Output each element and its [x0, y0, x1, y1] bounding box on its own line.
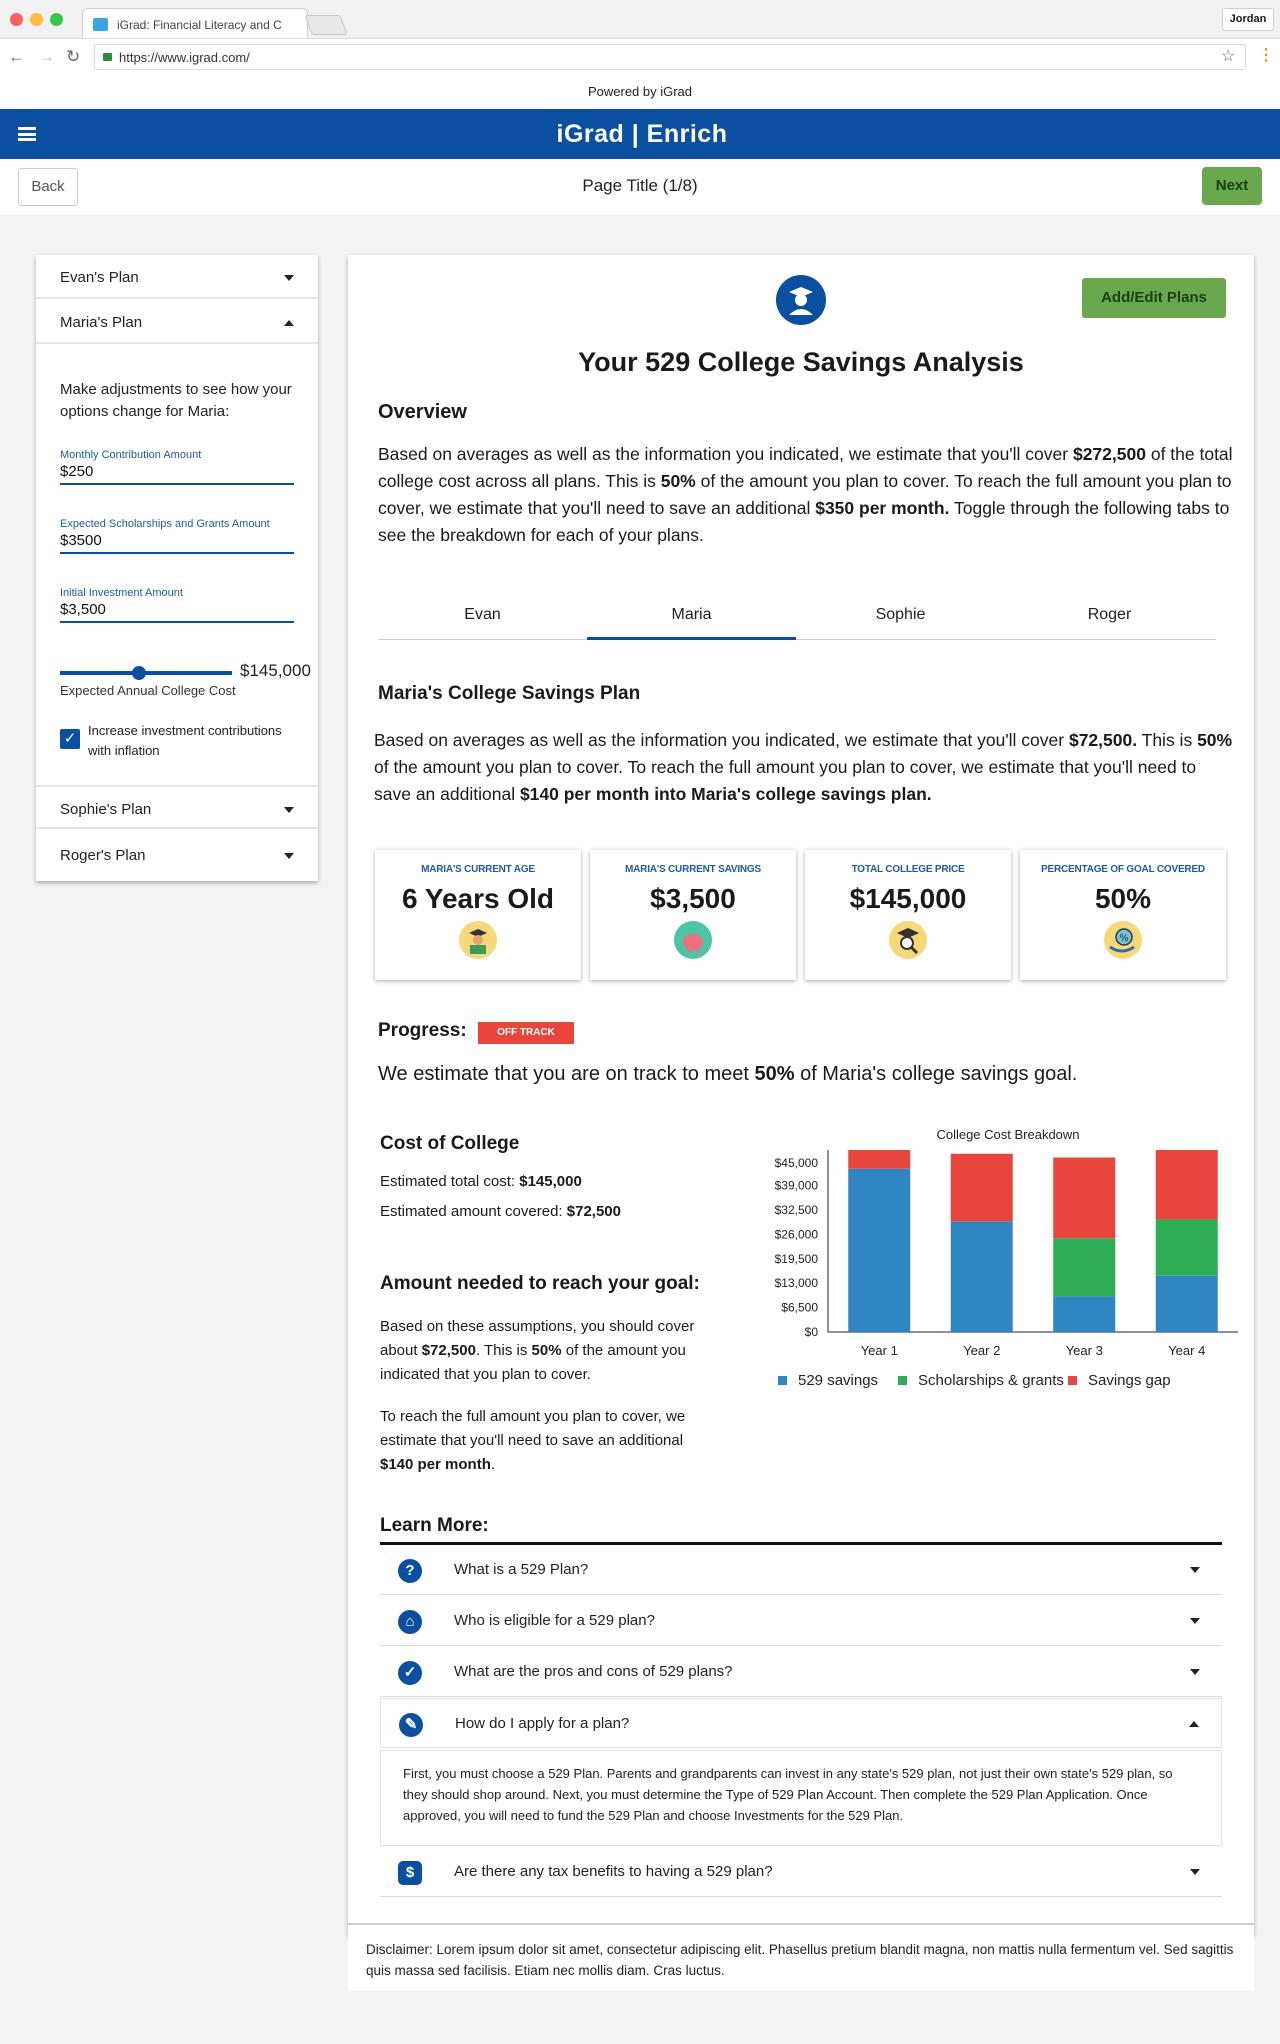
disclaimer: Disclaimer: Lorem ipsum dolor sit amet, consectetur adipiscing elit. Phasellus pretium blandit magna, non mattis nulla fermentum vel. Sed sagittis quis massa sed facilisis. Etiam nec mollis diam. Cras luctus. [348, 1923, 1254, 1991]
bookmark-star-icon[interactable]: ☆ [1221, 48, 1236, 65]
new-tab-button[interactable] [304, 15, 347, 35]
faq-question: What is a 529 Plan? [454, 1561, 589, 1578]
bar-segment [1053, 1238, 1115, 1296]
card-label: TOTAL COLLEGE PRICE [851, 864, 965, 875]
bar-segment [1156, 1219, 1218, 1275]
chevron-down-icon [1190, 1869, 1200, 1875]
progress-text: We estimate that you are on track to meet 50% of Maria's college savings goal. [378, 1063, 1078, 1085]
card-value: 6 Years Old [401, 883, 555, 914]
edit-document-icon: ✎ [399, 1713, 423, 1737]
bar-segment [1156, 1276, 1218, 1332]
sidebar-item-label: Roger's Plan [60, 847, 146, 864]
bar-segment [1053, 1296, 1115, 1332]
graduation-cap-icon: ⌂ [398, 1610, 422, 1634]
sidebar-item-maria[interactable] [36, 300, 318, 344]
sidebar-item-sophie[interactable] [36, 785, 318, 829]
sidebar-item-label: Maria's Plan [60, 314, 143, 331]
x-tick-label: Year 2 [963, 1343, 1001, 1358]
favicon-icon [93, 18, 108, 31]
browser-menu-icon[interactable]: ⋮ [1258, 47, 1274, 64]
back-button[interactable]: Back [18, 168, 78, 206]
sidebar-item-evan[interactable] [36, 255, 318, 299]
hamburger-menu-icon[interactable] [18, 127, 36, 141]
status-badge: OFF TRACK [478, 1022, 574, 1044]
x-tick-label: Year 3 [1065, 1343, 1103, 1358]
card-label: PERCENTAGE OF GOAL COVERED [1041, 864, 1205, 875]
slider-handle[interactable] [132, 666, 146, 680]
tab-title: iGrad: Financial Literacy and C [117, 18, 282, 32]
bar-segment [1156, 1150, 1218, 1219]
legend-swatch [778, 1376, 787, 1385]
current-savings-card [590, 850, 796, 980]
next-button[interactable]: Next [1202, 167, 1262, 205]
chevron-down-icon [284, 807, 294, 813]
analysis-panel [348, 255, 1254, 1978]
browser-tab[interactable] [82, 8, 308, 38]
y-tick-label: $13,000 [774, 1276, 818, 1291]
tax-document-icon: $ [398, 1861, 422, 1885]
y-tick-label: $26,000 [774, 1227, 818, 1242]
chevron-down-icon [1190, 1567, 1200, 1573]
lock-icon [103, 53, 112, 61]
amount-needed-heading: Amount needed to reach your goal: [380, 1273, 700, 1294]
field-value[interactable]: $250 [60, 463, 94, 480]
sidebar-item-label: Evan's Plan [60, 269, 139, 286]
card-label: MARIA'S CURRENT AGE [421, 864, 535, 875]
legend-label: Savings gap [1088, 1372, 1171, 1389]
y-tick-label: $6,500 [781, 1300, 818, 1315]
faq-item[interactable] [380, 1545, 1222, 1595]
percent-hand-icon [1104, 921, 1142, 959]
card-label: MARIA'S CURRENT SAVINGS [625, 864, 761, 875]
faq-item[interactable] [380, 1596, 1222, 1646]
plans-sidebar [36, 255, 318, 881]
check-circle-icon: ✓ [398, 1661, 422, 1685]
tab-evan[interactable]: Evan [464, 606, 501, 623]
card-value: 50% [1094, 883, 1152, 914]
profile-button[interactable]: Jordan [1222, 8, 1274, 31]
slider-label: Expected Annual College Cost [60, 683, 236, 698]
faq-question: Are there any tax benefits to having a 529 plan? [454, 1863, 773, 1880]
minimize-window-icon[interactable] [30, 13, 43, 26]
legend-swatch [1068, 1376, 1077, 1385]
field-value[interactable]: $3500 [60, 532, 102, 549]
graduate-avatar-icon [776, 275, 826, 325]
current-age-card [375, 850, 581, 980]
chevron-down-icon [1190, 1669, 1200, 1675]
amount-needed-text: Based on these assumptions, you should cover about $72,500. This is 50% of the amount you indicated that you plan to cover. [380, 1318, 695, 1383]
estimated-total-cost: Estimated total cost: $145,000 [380, 1173, 582, 1190]
faq-item[interactable] [380, 1847, 1222, 1897]
tab-roger[interactable]: Roger [1087, 606, 1132, 623]
chevron-up-icon [1189, 1721, 1199, 1727]
question-icon: ? [398, 1559, 422, 1583]
faq-question: What are the pros and cons of 529 plans? [454, 1663, 733, 1680]
field-label: Expected Scholarships and Grants Amount [60, 518, 270, 530]
y-tick-label: $39,000 [774, 1178, 818, 1193]
piggy-bank-icon [674, 921, 712, 959]
plan-summary-text: Based on averages as well as the information you indicated, we estimate that you'll cover $72,500. This is 50% of the amount you plan to cover. To reach the full amount you plan to cover, we estimate that you'll need to save an additional $140 per month into Maria's college savings plan. [374, 730, 1233, 804]
cost-of-college-heading: Cost of College [380, 1133, 520, 1154]
y-tick-label: $19,500 [774, 1251, 818, 1266]
chart-title: College Cost Breakdown [936, 1127, 1080, 1142]
faq-item-open[interactable] [380, 1698, 1222, 1748]
y-tick-label: $32,500 [774, 1203, 818, 1218]
tab-maria[interactable]: Maria [587, 590, 796, 640]
progress-label: Progress: [378, 1020, 467, 1041]
reload-icon[interactable]: ↻ [66, 47, 81, 66]
student-icon [459, 921, 497, 959]
faq-item[interactable] [380, 1647, 1222, 1697]
learn-more-heading: Learn More: [380, 1515, 489, 1536]
initial-investment-field[interactable] [60, 587, 294, 623]
goal-covered-card [1020, 850, 1226, 980]
overview-text: Based on averages as well as the information you indicated, we estimate that you'll cover $272,500 of the total college cost across all plans. This is 50% of the amount you plan to cover. To reach the full amount you plan to cover, we estimate that you'll need to save an additional $350 per month. Toggle through the following tabs to see the breakdown for each of your plans. [378, 444, 1233, 545]
y-tick-label: $0 [804, 1325, 818, 1339]
chevron-down-icon [284, 853, 294, 859]
inflation-checkbox[interactable]: ✓ [60, 729, 80, 749]
faq-answer: First, you must choose a 529 Plan. Parents and grandparents can invest in any state's 529 plan, not just their own state's 529 plan, so they should shop around. Next, you must determine the Type of 529 Plan Account. Then complete the 529 Plan Application. Once approved, you will need to fund the 529 Plan and choose Investments for the 529 Plan. [380, 1750, 1222, 1846]
inflation-checkbox-label: Increase investment contributions with inflation [88, 723, 282, 758]
slider-value: $145,000 [240, 661, 311, 680]
x-tick-label: Year 4 [1168, 1343, 1206, 1358]
plan-tabs [378, 590, 1216, 640]
monthly-savings-text: To reach the full amount you plan to cover, we estimate that you'll need to save an additional $140 per month. [380, 1408, 686, 1473]
bar-segment [848, 1169, 910, 1332]
sidebar-item-label: Sophie's Plan [60, 801, 152, 818]
sidebar-item-roger[interactable] [36, 833, 318, 877]
add-edit-plans-button[interactable]: Add/Edit Plans [1082, 278, 1226, 318]
bar-segment [951, 1221, 1013, 1332]
college-cost-chart [748, 1125, 1248, 1415]
url-text: https://www.igrad.com/ [119, 50, 250, 65]
bar-segment [848, 1150, 910, 1169]
address-bar[interactable] [94, 44, 1246, 70]
igrad-enrich-logo: iGrad | Enrich [556, 120, 728, 148]
x-tick-label: Year 1 [860, 1343, 898, 1358]
chevron-down-icon [284, 275, 294, 281]
tab-sophie[interactable]: Sophie [875, 606, 926, 623]
powered-by-text: Powered by iGrad [0, 76, 1280, 109]
graduation-search-icon [889, 921, 927, 959]
legend-label: Scholarships & grants [918, 1372, 1064, 1389]
analysis-title: Your 529 College Savings Analysis [578, 347, 1024, 377]
field-value[interactable]: $3,500 [60, 601, 106, 618]
faq-question: How do I apply for a plan? [455, 1715, 630, 1732]
bar-segment [1053, 1158, 1115, 1239]
monthly-contribution-field[interactable] [60, 449, 294, 485]
overview-heading: Overview [378, 401, 467, 423]
scholarships-grants-field[interactable] [60, 518, 294, 554]
total-price-card [805, 850, 1011, 980]
adjustments-intro: Make adjustments to see how your options change for Maria: [60, 381, 292, 420]
field-label: Initial Investment Amount [60, 587, 183, 599]
bar-segment [951, 1154, 1013, 1222]
page-title: Page Title (1/8) [582, 176, 698, 195]
card-value: $3,500 [650, 883, 736, 914]
forward-arrow-icon[interactable]: → [38, 47, 55, 66]
card-value: $145,000 [849, 883, 967, 914]
svg-text:%: % [1119, 933, 1129, 944]
faq-question: Who is eligible for a 529 plan? [454, 1612, 655, 1629]
maximize-window-icon[interactable] [50, 13, 63, 26]
legend-swatch [898, 1376, 907, 1385]
close-window-icon[interactable] [10, 13, 23, 26]
field-label: Monthly Contribution Amount [60, 449, 202, 461]
back-arrow-icon[interactable]: ← [8, 47, 25, 66]
chevron-down-icon [1190, 1618, 1200, 1624]
chevron-up-icon [284, 320, 294, 326]
plan-heading: Maria's College Savings Plan [378, 683, 641, 704]
legend-label: 529 savings [798, 1372, 879, 1389]
estimated-amount-covered: Estimated amount covered: $72,500 [380, 1203, 621, 1220]
y-tick-label: $45,000 [774, 1156, 818, 1171]
